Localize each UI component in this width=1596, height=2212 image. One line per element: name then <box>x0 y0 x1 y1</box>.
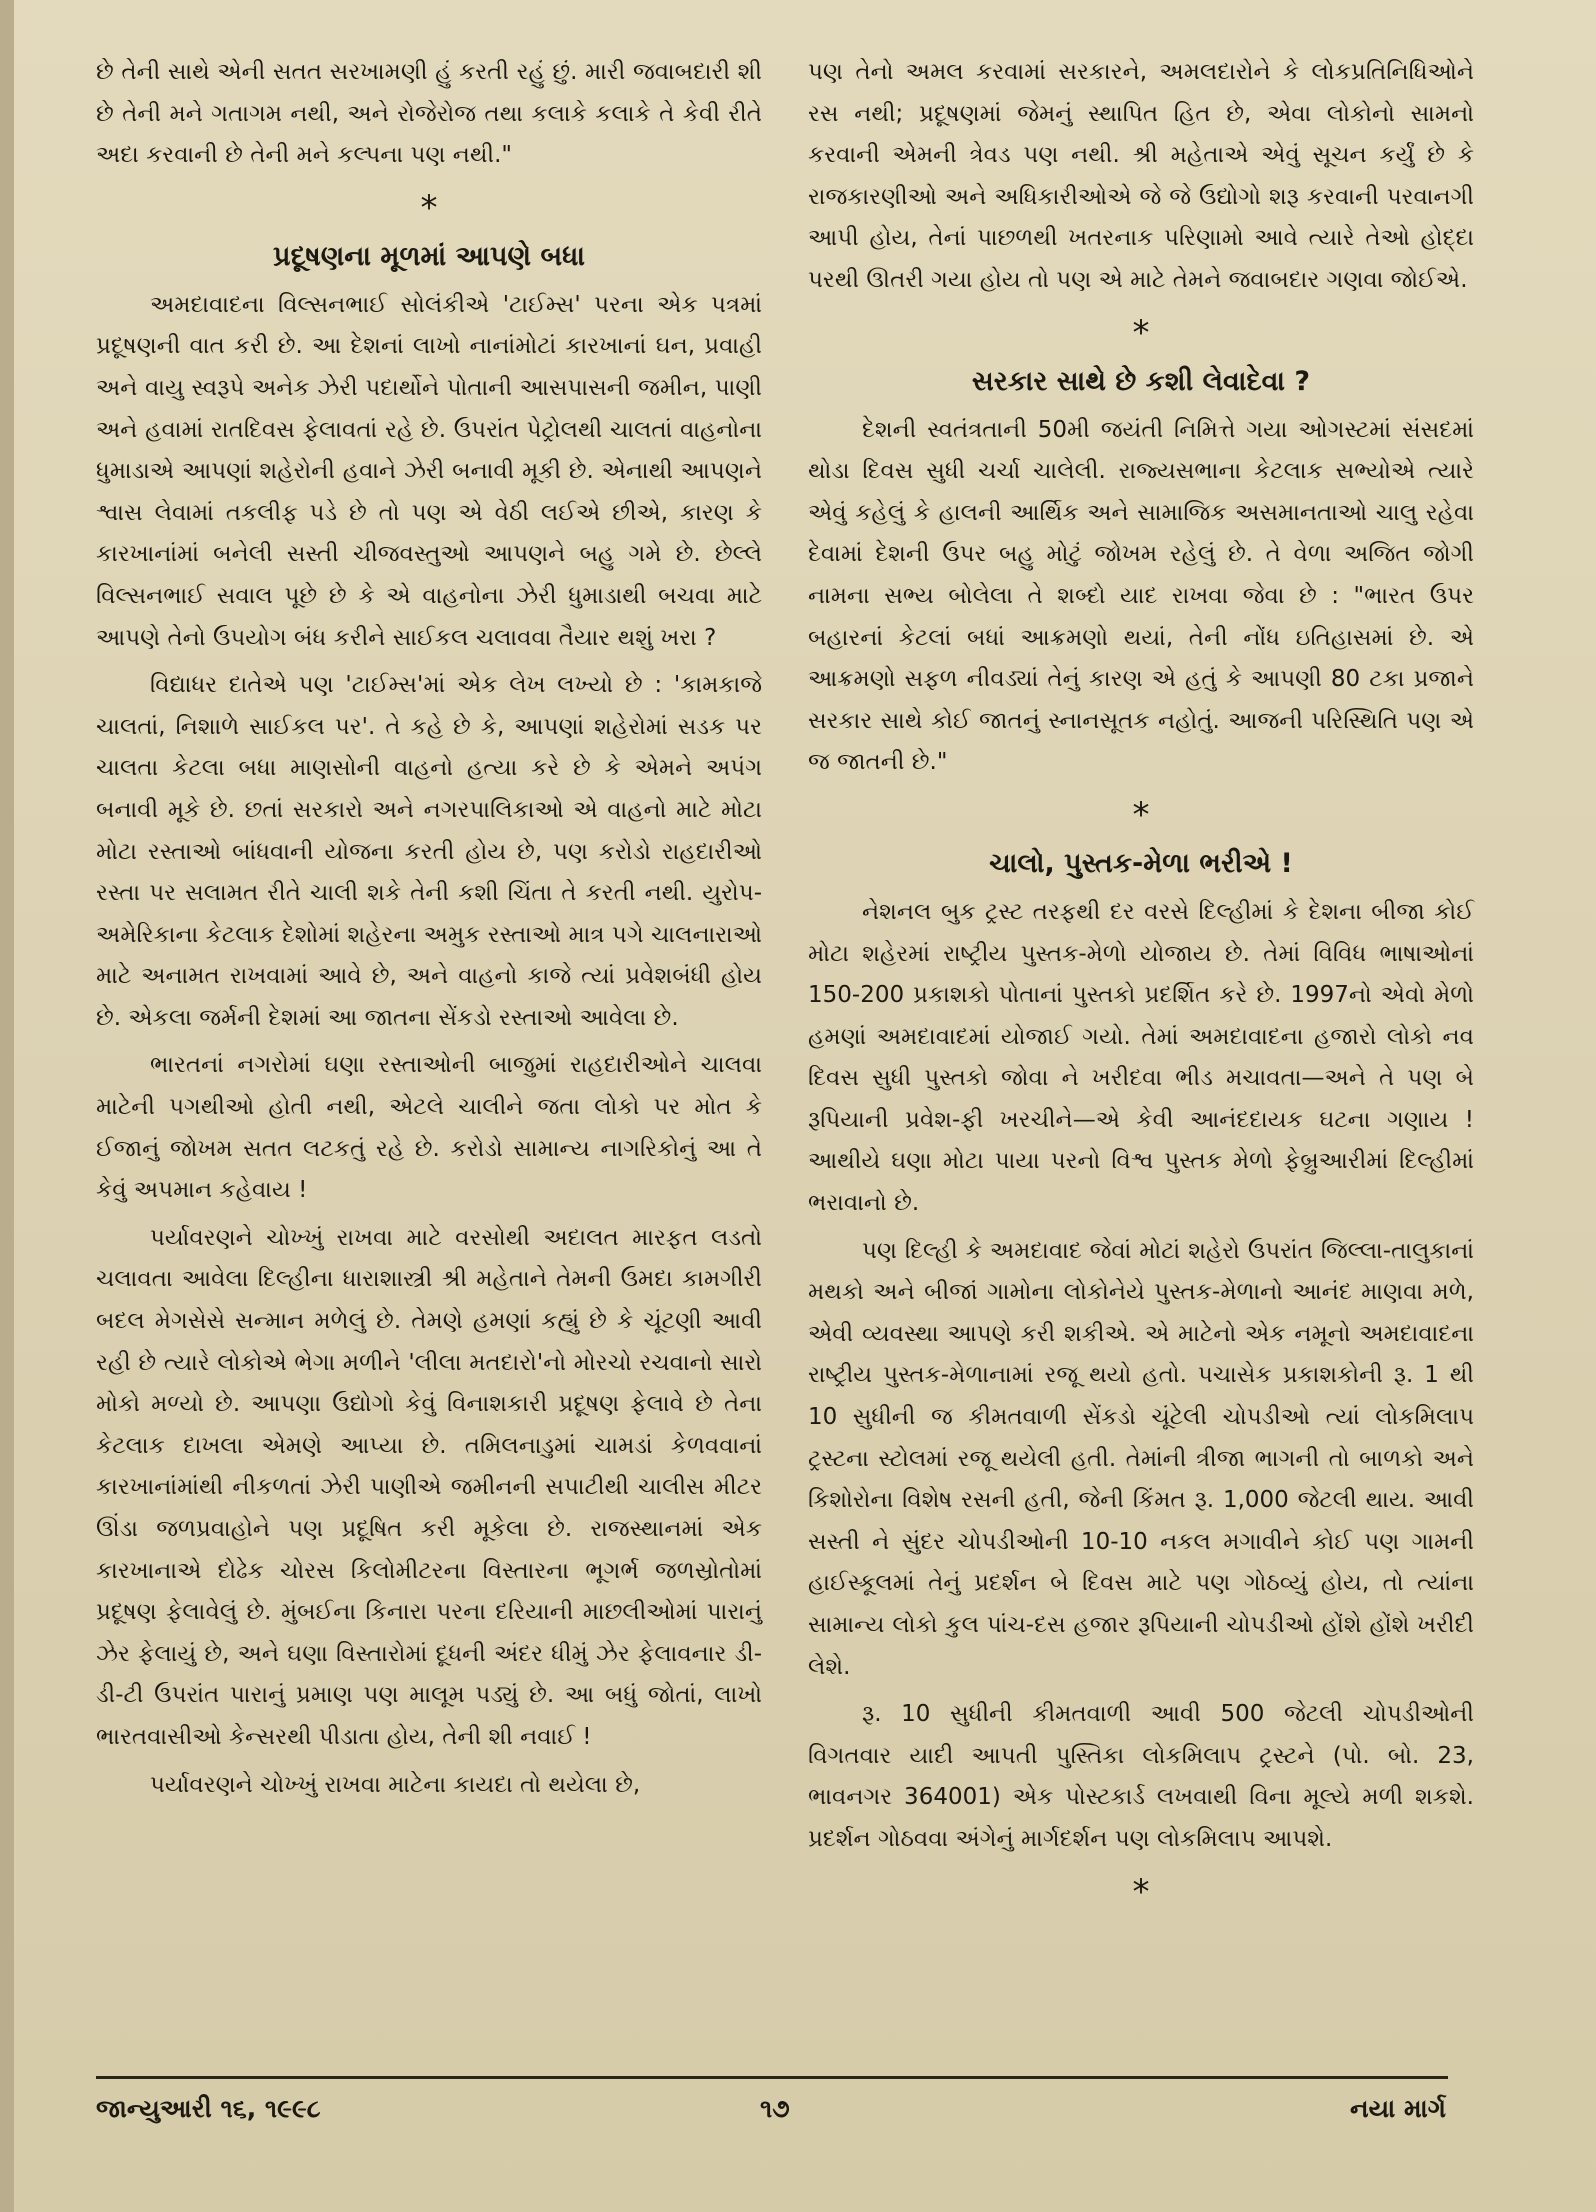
magazine-name: નયા માર્ગ <box>1350 2094 1446 2123</box>
left-paragraph-6: પર્યાવરણને ચોખ્ખું રાખવા માટેના કાયદા તો થયેલા છે, <box>150 1771 641 1798</box>
left-column <box>96 52 762 1812</box>
section-separator: * <box>420 187 438 228</box>
section-separator: * <box>1132 794 1150 835</box>
right-paragraph-3: નેશનલ બુક ટ્રસ્ટ તરફથી દર વરસે દિલ્હીમાં કે દેશના બીજા કોઈ મોટા શહેરમાં રાષ્ટ્રીય પુસ્તક-મેળો યોજાય છે. તેમાં વિવિધ ભાષાઓનાં 150-200 પ્રકાશકો પોતાનાં પુસ્તકો પ્રદર્શિત કરે છે. 1997નો એવો મેળો હમણાં અમદાવાદમાં યોજાઈ ગયો. તેમાં અમદાવાદના હજારો લોકો નવ દિવસ સુધી પુસ્તકો જોવા ને ખરીદવા ભીડ મચાવતા—અને તે પણ બે રૂપિયાની પ્રવેશ-ફી ખરચીને—એ કેવી આનંદદાયક ઘટના ગણાય ! આથીયે ઘણા મોટા પાયા પરનો વિશ્વ પુસ્તક મેળો ફેબ્રુઆરીમાં દિલ્હીમાં ભરાવાનો છે. <box>808 898 1474 1217</box>
left-paragraph-3: વિદ્યાધર દાતેએ પણ 'ટાઈમ્સ'માં એક લેખ લખ્યો છે : 'કામકાજે ચાલતાં, નિશાળે સાઈકલ પર'. તે કહે છે કે, આપણાં શહેરોમાં સડક પર ચાલતા કેટલા બધા માણસોની વાહનો હત્યા કરે છે કે એમને અપંગ બનાવી મૂકે છે. છતાં સરકારો અને નગરપાલિકાઓ એ વાહનો માટે મોટા મોટા રસ્તાઓ બાંધવાની યોજના કરતી હોય છે, પણ કરોડો રાહદારીઓ રસ્તા પર સલામત રીતે ચાલી શકે તેની કશી ચિંતા તે કરતી નથી. યુરોપ-અમેરિકાના કેટલાક દેશોમાં શહેરના અમુક રસ્તાઓ માત્ર પગે ચાલનારાઓ માટે અનામત રાખવામાં આવે છે, અને વાહનો કાજે ત્યાં પ્રવેશબંધી હોય છે. એકલા જર્મની દેશમાં આ જાતના સેંકડો રસ્તાઓ આવેલા છે. <box>96 672 762 1031</box>
section-heading-pollution: પ્રદૂષણના મૂળમાં આપણે બધા <box>273 240 585 272</box>
footer-date: જાન્યુઆરી ૧૬, ૧૯૯૮ <box>96 2094 321 2123</box>
right-paragraph-4: પણ દિલ્હી કે અમદાવાદ જેવાં મોટાં શહેરો ઉપરાંત જિલ્લા-તાલુકાનાં મથકો અને બીજાં ગામોના લોકોનેયે પુસ્તક-મેળાનો આનંદ માણવા મળે, એવી વ્યવસ્થા આપણે કરી શકીએ. એ માટેનો એક નમૂનો અમદાવાદના રાષ્ટ્રીય પુસ્તક-મેળાનામાં રજૂ થયો હતો. પચાસેક પ્રકાશકોની રૂ. 1 થી 10 સુધીની જ કીમતવાળી સેંકડો ચૂંટેલી ચોપડીઓ ત્યાં લોકમિલાપ ટ્રસ્ટના સ્ટોલમાં રજૂ થયેલી હતી. તેમાંની ત્રીજા ભાગની તો બાળકો અને કિશોરોના વિશેષ રસની હતી, જેની કિંમત રૂ. 1,000 જેટલી થાય. આવી સસ્તી ને સુંદર ચોપડીઓની 10-10 નકલ મગાવીને કોઈ પણ ગામની હાઈસ્કૂલમાં તેનું પ્રદર્શન બે દિવસ માટે પણ ગોઠવ્યું હોય, તો ત્યાંના સામાન્ય લોકો કુલ પાંચ-દસ હજાર રૂપિયાની ચોપડીઓ હોંશે હોંશે ખરીદી લેશે. <box>808 1237 1474 1680</box>
right-paragraph-5: રૂ. 10 સુધીની કીમતવાળી આવી 500 જેટલી ચોપડીઓની વિગતવાર યાદી આપતી પુસ્તિકા લોકમિલાપ ટ્રસ્ટને (પો. બો. 23, ભાવનગર 364001) એક પોસ્ટકાર્ડ લખવાથી વિના મૂલ્યે મળી શકશે. પ્રદર્શન ગોઠવવા અંગેનું માર્ગદર્શન પણ લોકમિલાપ આપશે. <box>808 1701 1474 1852</box>
right-paragraph-2: દેશની સ્વતંત્રતાની 50મી જયંતી નિમિત્તે ગયા ઓગસ્ટમાં સંસદમાં થોડા દિવસ સુધી ચર્ચા ચાલેલી. રાજ્યસભાના કેટલાક સભ્યોએ ત્યારે એવું કહેલું કે હાલની આર્થિક અને સામાજિક અસમાનતાઓ ચાલુ રહેવા દેવામાં દેશની ઉપર બહુ મોટું જોખમ રહેલું છે. તે વેળા અજિત જોગી નામના સભ્ય બોલેલા તે શબ્દો યાદ રાખવા જેવા છે : "ભારત ઉપર બહારનાં કેટલાં બધાં આક્રમણો થયાં, તેની નોંધ ઇતિહાસમાં છે. એ આક્રમણો સફળ નીવડ્યાં તેનું કારણ એ હતું કે આપણી 80 ટકા પ્રજાને સરકાર સાથે કોઈ જાતનું સ્નાનસૂતક નહોતું. આજની પરિસ્થિતિ પણ એ જ જાતની છે." <box>808 416 1474 776</box>
left-paragraph-2: અમદાવાદના વિલ્સનભાઈ સોલંકીએ 'ટાઈમ્સ' પરના એક પત્રમાં પ્રદૂષણની વાત કરી છે. આ દેશનાં લાખો નાનાંમોટાં કારખાનાં ઘન, પ્રવાહી અને વાયુ સ્વરૂપે અનેક ઝેરી પદાર્થોને પોતાની આસપાસની જમીન, પાણી અને હવામાં રાતદિવસ ફેલાવતાં રહે છે. ઉપરાંત પેટ્રોલથી ચાલતાં વાહનોના ધુમાડાએ આપણાં શહેરોની હવાને ઝેરી બનાવી મૂકી છે. એનાથી આપણને શ્વાસ લેવામાં તકલીફ પડે છે તો પણ એ વેઠી લઈએ છીએ, કારણ કે કારખાનાંમાં બનેલી સસ્તી ચીજવસ્તુઓ આપણને બહુ ગમે છે. છેલ્લે વિલ્સનભાઈ સવાલ પૂછે છે કે એ વાહનોના ઝેરી ધુમાડાથી બચવા માટે આપણે તેનો ઉપયોગ બંધ કરીને સાઈકલ ચલાવવા તૈયાર થશું ખરા ? <box>96 291 762 651</box>
footer-rule <box>96 2076 1448 2085</box>
section-heading-book-fair: ચાલો, પુસ્તક-મેળા ભરીએ ! <box>989 847 1293 879</box>
section-separator: * <box>1132 1871 1150 1912</box>
right-paragraph-1: પણ તેનો અમલ કરવામાં સરકારને, અમલદારોને કે લોકપ્રતિનિધિઓને રસ નથી; પ્રદૂષણમાં જેમનું સ્થાપિત હિત છે, એવા લોકોનો સામનો કરવાની એમની ત્રેવડ પણ નથી. શ્રી મહેતાએ એવું સૂચન કર્યું છે કે રાજકારણીઓ અને અધિકારીઓએ જે જે ઉદ્યોગો શરૂ કરવાની પરવાનગી આપી હોય, તેનાં પાછળથી ખતરનાક પરિણામો આવે ત્યારે તેઓ હોદ્દા પરથી ઊતરી ગયા હોય તો પણ એ માટે તેમને જવાબદાર ગણવા જોઈએ. <box>808 59 1474 293</box>
right-column <box>808 52 1474 1919</box>
left-paragraph-5: પર્યાવરણને ચોખ્ખું રાખવા માટે વરસોથી અદાલત મારફત લડતો ચલાવતા આવેલા દિલ્હીના ધારાશાસ્ત્રી શ્રી મહેતાને તેમની ઉમદા કામગીરી બદલ મેગસેસે સન્માન મળેલું છે. તેમણે હમણાં કહ્યું છે કે ચૂંટણી આવી રહી છે ત્યારે લોકોએ ભેગા મળીને 'લીલા મતદારો'નો મોરચો રચવાનો સારો મોકો મળ્યો છે. આપણા ઉદ્યોગો કેવું વિનાશકારી પ્રદૂષણ ફેલાવે છે તેના કેટલાક દાખલા એમણે આપ્યા છે. તમિલનાડુમાં ચામડાં કેળવવાનાં કારખાનાંમાંથી નીકળતાં ઝેરી પાણીએ જમીનની સપાટીથી ચાલીસ મીટર ઊંડા જળપ્રવાહોને પણ પ્રદૂષિત કરી મૂકેલા છે. રાજસ્થાનમાં એક કારખાનાએ દોઢેક ચોરસ કિલોમીટરના વિસ્તારના ભૂગર્ભ જળસ્રોતોમાં પ્રદૂષણ ફેલાવેલું છે. મુંબઈના કિનારા પરના દરિયાની માછલીઓમાં પારાનું ઝેર ફેલાયું છે, અને ઘણા વિસ્તારોમાં દૂધની અંદર ધીમું ઝેર ફેલાવનાર ડી-ડી-ટી ઉપરાંત પારાનું પ્રમાણ પણ માલૂમ પડ્યું છે. આ બધું જોતાં, લાખો ભારતવાસીઓ કેન્સરથી પીડાતા હોય, તેની શી નવાઈ ! <box>96 1224 762 1750</box>
page-number: ૧૭ <box>760 2094 790 2123</box>
left-paragraph-1: છે તેની સાથે એની સતત સરખામણી હું કરતી રહું છું. મારી જવાબદારી શી છે તેની મને ગતાગમ નથી, અને રોજેરોજ તથા કલાકે કલાકે તે કેવી રીતે અદા કરવાની છે તેની મને કલ્પના પણ નથી." <box>96 59 762 169</box>
section-separator: * <box>1132 312 1150 353</box>
page-binding-edge <box>0 0 14 2212</box>
section-heading-government: સરકાર સાથે છે કશી લેવાદેવા ? <box>971 365 1311 397</box>
left-paragraph-4: ભારતનાં નગરોમાં ઘણા રસ્તાઓની બાજુમાં રાહદારીઓને ચાલવા માટેની પગથીઓ હોતી નથી, એટલે ચાલીને જતા લોકો પર મોત કે ઈજાનું જોખમ સતત લટકતું રહે છે. કરોડો સામાન્ય નાગરિકોનું આ તે કેવું અપમાન કહેવાય ! <box>96 1052 762 1204</box>
